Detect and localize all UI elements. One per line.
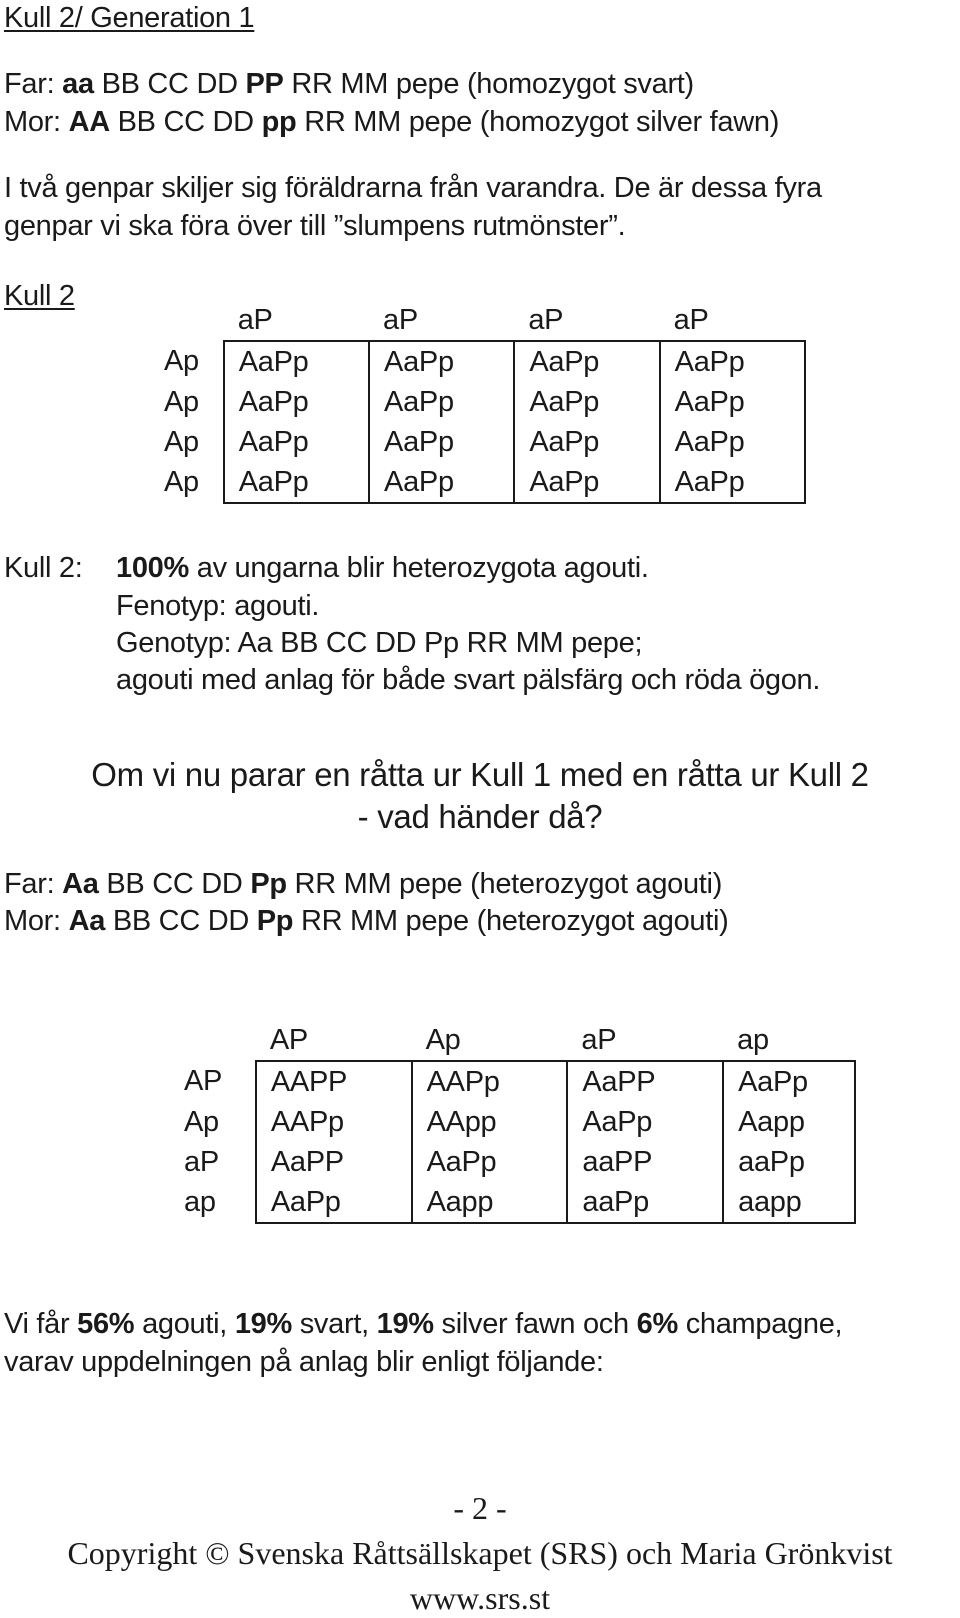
mor-mid: BB CC DD — [117, 106, 254, 138]
result-genotype: Genotyp: Aa BB CC DD Pp RR MM pepe; — [116, 627, 643, 659]
mor-allele-a: Aa — [68, 905, 106, 937]
far-allele-p: PP — [245, 68, 284, 100]
label-silver-fawn: silver fawn och — [441, 1308, 629, 1340]
genotype-cell: AApp — [412, 1102, 568, 1142]
row-header: AP — [184, 1065, 223, 1097]
far-prefix: Far: — [4, 68, 55, 100]
intro-line-2: genpar vi ska föra över till ”slumpens rutmönster”. — [4, 210, 626, 242]
mor-mid: BB CC DD — [112, 905, 249, 937]
percent-champagne: 6% — [636, 1308, 678, 1340]
genotype-cell: AaPp — [224, 341, 369, 382]
parent-mor-line-2 — [4, 903, 729, 939]
summary-line-1 — [4, 1306, 842, 1342]
column-header: aP — [383, 303, 418, 336]
punnett-square-2 — [184, 1020, 856, 1224]
page-number: - 2 - — [453, 1490, 507, 1526]
table-row — [184, 1061, 855, 1102]
result-percent: 100% — [116, 552, 189, 584]
mor-allele-p: pp — [261, 106, 297, 138]
table-row — [184, 1182, 855, 1223]
result-label: Kull 2: — [4, 552, 83, 584]
percent-black: 19% — [234, 1308, 292, 1340]
punnett-square-1 — [164, 300, 806, 504]
far-allele-p: Pp — [250, 868, 287, 900]
question-line-2: - vad händer då? — [357, 798, 603, 835]
far-allele-a: Aa — [62, 868, 99, 900]
column-header: Ap — [425, 1023, 461, 1056]
label-champagne: champagne, — [685, 1308, 843, 1340]
genotype-cell: aapp — [723, 1182, 855, 1223]
summary-prefix: Vi får — [4, 1308, 70, 1340]
genotype-cell: AAPp — [256, 1102, 412, 1142]
genotype-cell: AaPP — [256, 1142, 412, 1182]
genotype-cell: Aapp — [723, 1102, 855, 1142]
row-header: Ap — [164, 425, 199, 458]
genotype-cell: AaPp — [514, 341, 659, 382]
corner-cell — [164, 300, 224, 341]
result-line-1-text: av ungarna blir heterozygota agouti. — [196, 552, 649, 584]
corner-cell — [184, 1020, 256, 1061]
genotype-cell: AaPp — [567, 1102, 723, 1142]
far-mid: BB CC DD — [101, 68, 238, 100]
row-header: Ap — [164, 385, 199, 418]
genotype-cell: AaPp — [660, 382, 805, 422]
far-rest: RR MM pepe (homozygot svart) — [291, 68, 694, 100]
genotype-cell: AAPp — [412, 1061, 568, 1102]
table-row — [164, 341, 805, 382]
far-mid: BB CC DD — [106, 868, 243, 900]
mor-allele-p: Pp — [256, 905, 294, 937]
page-heading: Kull 2/ Generation 1 — [4, 2, 255, 34]
kull2-label: Kull 2 — [4, 280, 75, 312]
mor-rest: RR MM pepe (heterozygot agouti) — [301, 905, 729, 937]
label-black: svart, — [299, 1308, 369, 1340]
percent-agouti: 56% — [77, 1308, 135, 1340]
parent-far-line — [4, 66, 694, 102]
result-description: agouti med anlag för både svart pälsfärg och röda ögon. — [116, 664, 821, 696]
genotype-cell: AaPp — [256, 1182, 412, 1223]
table-row — [184, 1102, 855, 1142]
summary-line-2: varav uppdelningen på anlag blir enligt följande: — [4, 1346, 604, 1378]
row-header: Ap — [164, 345, 199, 377]
genotype-cell: AaPp — [660, 341, 805, 382]
column-header: aP — [673, 303, 709, 336]
genotype-cell: aaPP — [567, 1142, 723, 1182]
genotype-cell: AaPp — [514, 422, 659, 462]
question-line-1: Om vi nu parar en råtta ur Kull 1 med en råtta ur Kull 2 — [91, 756, 869, 793]
table-row — [164, 462, 805, 503]
table-row — [184, 1142, 855, 1182]
genotype-cell: AaPp — [369, 382, 514, 422]
genotype-cell: AaPp — [514, 382, 659, 422]
column-header: ap — [737, 1023, 769, 1056]
genotype-cell: AaPp — [224, 382, 369, 422]
row-header: ap — [184, 1186, 216, 1218]
far-allele-a: aa — [62, 68, 94, 100]
copyright-notice: Copyright © Svenska Råttsällskapet (SRS) och Maria Grönkvist — [67, 1535, 893, 1571]
genotype-cell: AaPp — [369, 341, 514, 382]
percent-silver-fawn: 19% — [376, 1308, 434, 1340]
column-header: aP — [528, 303, 564, 336]
result-phenotype: Fenotyp: agouti. — [116, 590, 320, 622]
genotype-cell: AaPp — [723, 1061, 855, 1102]
column-header: aP — [237, 303, 273, 336]
column-header: aP — [581, 1023, 617, 1056]
far-prefix: Far: — [4, 868, 55, 900]
mor-prefix: Mor: — [4, 106, 61, 138]
genotype-cell: AaPp — [660, 422, 805, 462]
genotype-cell: AaPp — [514, 462, 659, 503]
row-header: Ap — [184, 1105, 219, 1138]
genotype-cell: AaPp — [412, 1142, 568, 1182]
result-line-1 — [116, 550, 649, 586]
genotype-cell: aaPp — [723, 1142, 855, 1182]
genotype-cell: AaPp — [224, 422, 369, 462]
website-link[interactable]: www.srs.st — [409, 1580, 551, 1616]
genotype-cell: AaPp — [369, 462, 514, 503]
far-rest: RR MM pepe (heterozygot agouti) — [294, 868, 723, 900]
parent-mor-line — [4, 104, 779, 140]
genotype-cell: Aapp — [412, 1182, 568, 1223]
genotype-cell: aaPp — [567, 1182, 723, 1223]
genotype-cell: AaPp — [369, 422, 514, 462]
table-row — [164, 382, 805, 422]
label-agouti: agouti, — [142, 1308, 228, 1340]
genotype-cell: AaPP — [567, 1061, 723, 1102]
mor-rest: RR MM pepe (homozygot silver fawn) — [304, 106, 780, 138]
mor-prefix: Mor: — [4, 905, 61, 937]
column-header: AP — [269, 1023, 308, 1056]
row-header: aP — [184, 1145, 219, 1178]
genotype-cell: AAPP — [256, 1061, 412, 1102]
mor-allele-a: AA — [68, 106, 110, 138]
row-header: Ap — [164, 466, 199, 498]
intro-line-1: I två genpar skiljer sig föräldrarna från varandra. De är dessa fyra — [4, 172, 822, 204]
genotype-cell: AaPp — [224, 462, 369, 503]
parent-far-line-2 — [4, 866, 722, 902]
genotype-cell: AaPp — [660, 462, 805, 503]
table-row — [164, 422, 805, 462]
